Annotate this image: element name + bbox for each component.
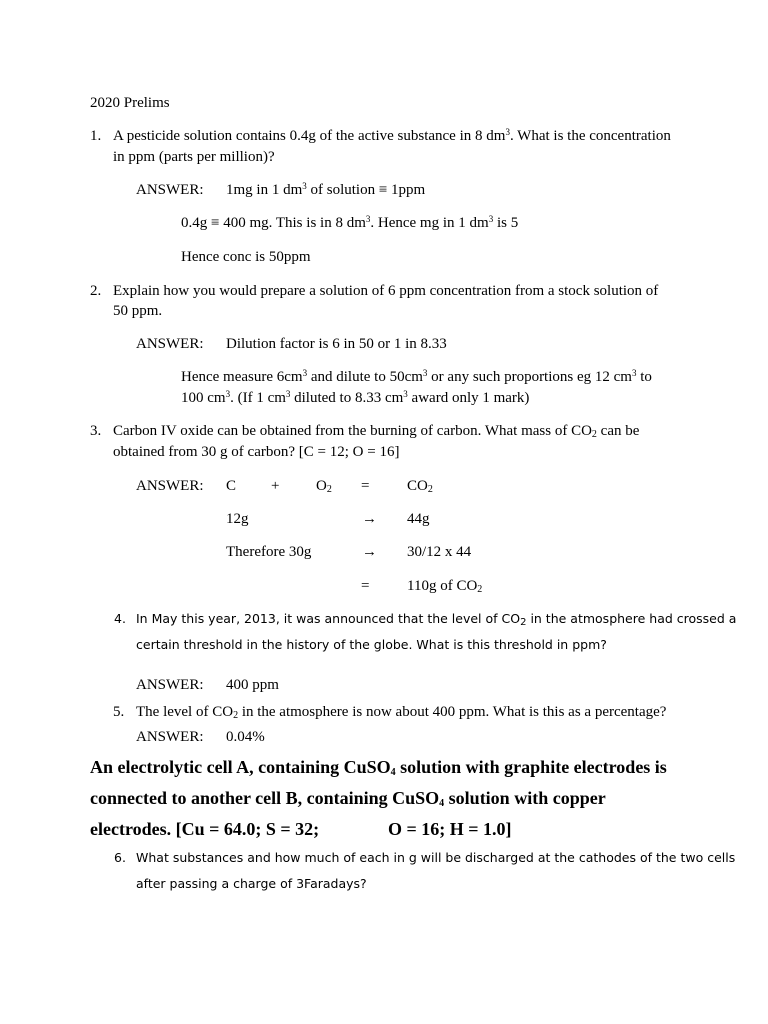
q3-equation-oxygen: $O_2$: [316, 478, 332, 495]
q2-answer-label: ANSWER:: [136, 336, 204, 352]
q3-equation-carbon: C: [226, 478, 237, 494]
q1-line2: in ppm (parts per million)?: [113, 149, 275, 165]
q1-answer-line1: 1mg in 1 $dm^3$ of solution ≡ 1ppm: [226, 181, 426, 198]
q3-number: 3.: [90, 423, 102, 439]
section-heading-line3b: O = 16; H = 1.0]: [388, 819, 512, 839]
q5-line1: The level of $CO_2$ in the atmosphere is now about 400 ppm. What is this as a percentage?: [136, 704, 667, 721]
q3-row1-left: 12g: [226, 511, 249, 527]
q1-answer-line3: Hence conc is 50ppm: [181, 249, 311, 265]
q2-answer-line3: 100 $cm^3$. (If 1 $cm^3$ diluted to 8.33 $cm^3$ award only 1 mark): [181, 389, 530, 406]
q3-row3-right: 110g of $CO_2$: [407, 578, 483, 595]
page-title: 2020 Prelims: [90, 95, 170, 111]
q4-answer-label: ANSWER:: [136, 677, 204, 693]
section-heading-line3a: electrodes. [Cu = 64.0; S = 32;: [90, 819, 320, 839]
q3-equation-co2: $CO_2$: [407, 478, 433, 495]
q1-number: 1.: [90, 128, 102, 144]
q1-line1: A pesticide solution contains 0.4g of the active substance in 8 $dm^3$. What is the concentration: [113, 127, 671, 144]
q5-answer: 0.04%: [226, 729, 265, 745]
q2-answer-line2: Hence measure $6cm^3$ and dilute to $50cm^3$ or any such proportions eg 12 $cm^3$ to: [181, 368, 652, 385]
q3-row1-right: 44g: [407, 511, 430, 527]
q4-line1: In May this year, 2013, it was announced that the level of $CO_2$ in the atmosphere had crossed a: [136, 611, 737, 628]
q3-equation-equals: =: [361, 478, 370, 494]
section-heading-line1: An electrolytic cell A, containing CuSO$_4$ solution with graphite electrodes is: [90, 757, 667, 778]
q4-answer: 400 ppm: [226, 677, 279, 693]
q2-line1: Explain how you would prepare a solution of 6 ppm concentration from a stock solution of: [113, 283, 659, 299]
q3-answer-label: ANSWER:: [136, 478, 204, 494]
q2-number: 2.: [90, 283, 102, 299]
q3-row2-right: 30/12 x 44: [407, 544, 472, 560]
q3-row3-equals: =: [361, 578, 370, 594]
q5-answer-label: ANSWER:: [136, 729, 204, 745]
q3-equation-plus: +: [271, 478, 280, 494]
q2-answer-line1: Dilution factor is 6 in 50 or 1 in 8.33: [226, 336, 447, 352]
q1-answer-label: ANSWER:: [136, 182, 204, 198]
section-heading-line2: connected to another cell B, containing CuSO$_4$ solution with copper: [90, 788, 606, 809]
q1-answer-line2: 0.4g ≡ 400 mg. This is in 8 $dm^3$. Hence mg in 1 $dm^3$ is 5: [181, 214, 519, 231]
q3-row1-arrow: →: [362, 511, 377, 527]
q5-number: 5.: [113, 704, 125, 720]
q6-line2: after passing a charge of 3Faradays?: [136, 876, 367, 891]
q6-line1: What substances and how much of each in g will be discharged at the cathodes of the two cells: [136, 850, 736, 865]
q2-line2: 50 ppm.: [113, 303, 163, 319]
q3-line2: obtained from 30 g of carbon? [C = 12; O = 16]: [113, 444, 400, 460]
q4-line2: certain threshold in the history of the globe. What is this threshold in ppm?: [136, 637, 607, 652]
q4-number: 4.: [114, 611, 126, 626]
q6-number: 6.: [114, 850, 126, 865]
q3-row2-left: Therefore 30g: [226, 544, 312, 560]
q3-row2-arrow: →: [362, 544, 377, 560]
q3-line1: Carbon IV oxide can be obtained from the burning of carbon. What mass of $CO_2$ can be: [113, 423, 640, 440]
